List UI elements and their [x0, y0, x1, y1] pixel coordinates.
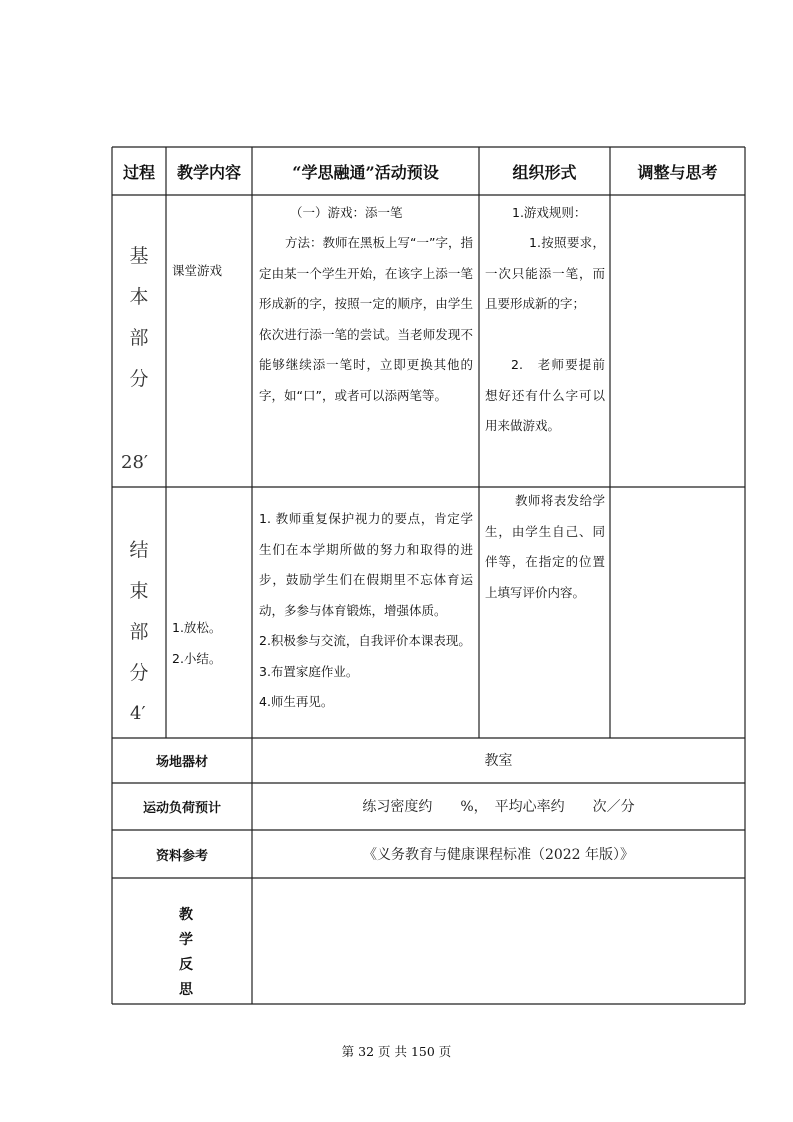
- end-content-list: [172, 613, 221, 674]
- basic-content: 课堂游戏: [172, 263, 223, 278]
- header-teaching-content: 教学内容: [176, 163, 241, 182]
- reference-label: 资料参考: [155, 849, 208, 864]
- end-duration: 4′: [130, 703, 146, 724]
- end-activity-item: 4.师生再见。: [259, 694, 334, 709]
- basic-duration: 28′: [121, 452, 148, 473]
- header-process: 过程: [122, 163, 155, 182]
- end-phase-label: 结 束 部 分: [129, 539, 149, 684]
- end-activity-item: 1. 教师重复保护视力的要点，肯定学生们在本学期所做的努力和取得的进步，鼓励学生们在假期里不忘体育运动，多参与体育锻炼，增强体质。: [259, 511, 473, 618]
- basic-phase-label: 基 本 部 分: [129, 245, 149, 390]
- reference-value: 《义务教育与健康课程标准（2022 年版）》: [362, 847, 635, 863]
- basic-activity-title: （一）游戏：添一笔: [290, 205, 403, 220]
- basic-activity-text: 方法：教师在黑板上写“一”字，指定由某一个学生开始，在该字上添一笔形成新的字，按照一定的顺序，由学生依次进行添一笔的尝试。当老师发现不能够继续添一笔时，立即更换其他的字，如“口”，或者可以添两笔等。: [259, 235, 473, 403]
- end-org-text: 教师将表发给学生，由学生自己、同伴等，在指定的位置上填写评价内容。: [485, 493, 605, 600]
- venue-value: 教室: [484, 753, 513, 769]
- venue-label: 场地器材: [155, 755, 208, 770]
- end-activity-list: [259, 504, 473, 718]
- end-activity-item: 2.积极参与交流，自我评价本课表现。: [259, 633, 471, 648]
- load-value: 练习密度约 %， 平均心率约 次／分: [362, 799, 635, 815]
- end-content-item: 1.放松。: [172, 620, 222, 635]
- basic-org-rule1: 1.按照要求，一次只能添一笔，而且要形成新的字；: [485, 235, 605, 311]
- header-organization: 组织形式: [512, 163, 577, 182]
- header-activity-preset: “学思融通”活动预设: [292, 163, 439, 182]
- end-content-item: 2.小结。: [172, 650, 222, 666]
- reflection-label: 教 学 反 思: [179, 907, 193, 998]
- load-label: 运动负荷预计: [142, 801, 221, 816]
- basic-org-title: 1.游戏规则：: [512, 205, 587, 220]
- end-activity-item: 3.布置家庭作业。: [259, 663, 359, 679]
- header-adjustment: 调整与思考: [637, 163, 718, 182]
- basic-org-rule2: 2. 老师要提前想好还有什么字可以用来做游戏。: [485, 357, 605, 433]
- page-number: 第 32 页 共 150 页: [341, 1044, 452, 1059]
